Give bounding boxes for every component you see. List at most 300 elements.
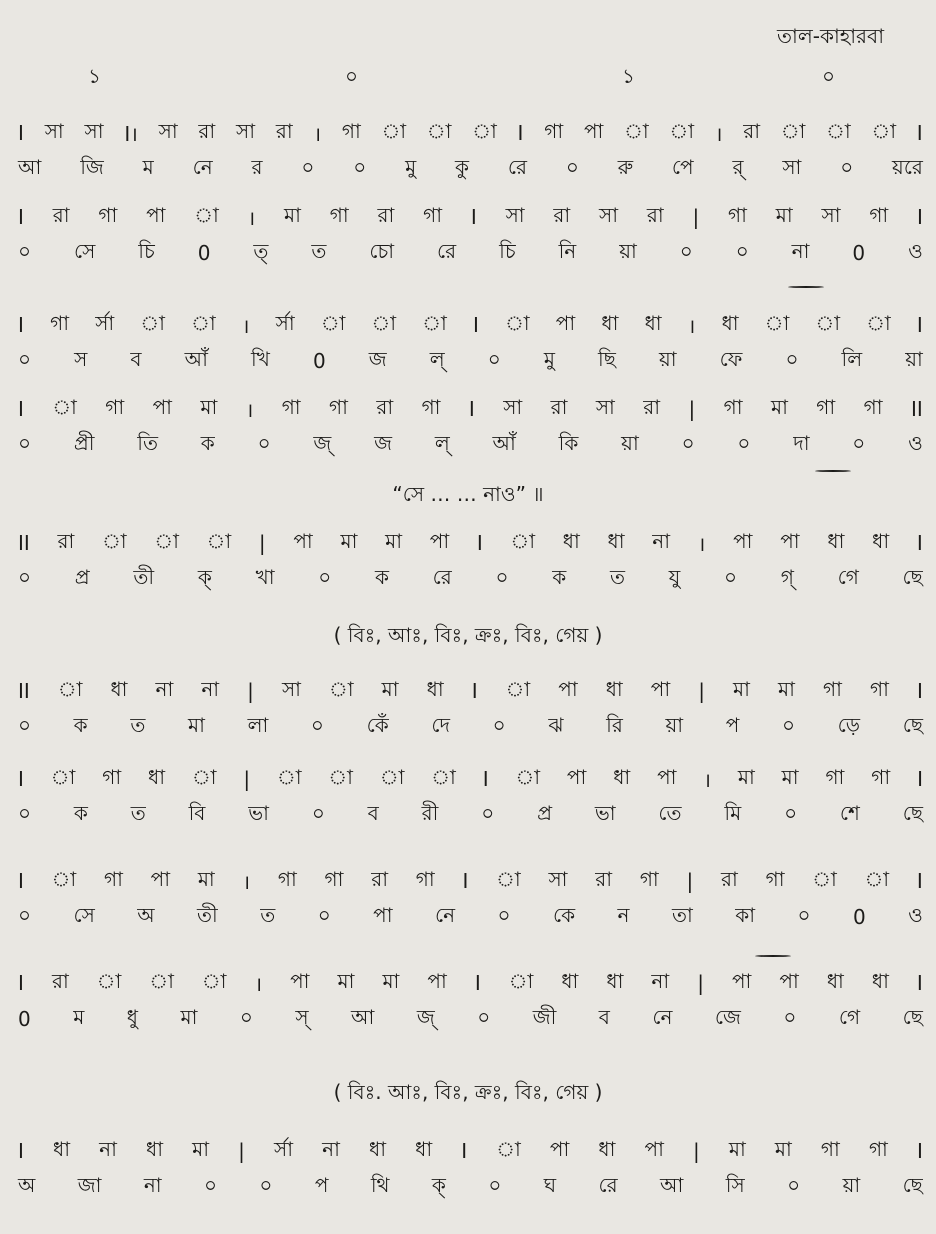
lyric-syllable: নে: [435, 902, 456, 927]
swar-token: া: [866, 310, 891, 335]
lyric-syllable: বি: [188, 800, 206, 825]
lyric-syllable: ০: [565, 154, 579, 179]
lyric-syllable: জি: [80, 154, 104, 179]
lyric-syllable: ০: [18, 346, 32, 371]
swar-token: I: [517, 121, 524, 145]
swar-token: া: [191, 310, 216, 335]
lyric-syllable: ০: [310, 712, 324, 737]
swar-token: ।: [687, 313, 696, 338]
swar-token: না: [99, 1136, 117, 1161]
swar-token: I: [917, 205, 923, 229]
lyric-syllable: ০: [737, 430, 751, 455]
lyric-syllable: জ: [374, 430, 393, 455]
lyric-syllable: মু: [405, 154, 417, 179]
swar-token: া: [371, 310, 397, 335]
lyric-syllable: ০: [783, 1004, 797, 1029]
swar-token: ধা: [598, 1136, 616, 1161]
swar-token: গা: [277, 866, 297, 891]
lyric-syllable: রে: [507, 154, 528, 179]
lyric-syllable: ব: [367, 800, 379, 825]
swar-token: সা: [821, 202, 841, 227]
swar-token: পা: [566, 764, 587, 789]
lyric-syllable: ঝ: [548, 712, 564, 737]
swar-token: রা: [57, 528, 75, 553]
swar-token: |: [238, 1139, 245, 1163]
lyric-syllable: শে: [839, 800, 860, 825]
swar-token: পা: [150, 866, 171, 891]
swar-token: গা: [822, 676, 842, 701]
lyric-syllable: রী: [421, 800, 439, 825]
swar-token: পা: [780, 528, 800, 553]
swar-token: ধা: [110, 676, 128, 701]
swar-token: |: [688, 397, 696, 421]
lyric-syllable: ০: [18, 800, 32, 825]
swar-token: মা: [200, 394, 218, 419]
swar-token: গা: [423, 202, 443, 227]
lyric-syllable: ফে: [719, 346, 743, 371]
beat-marker-row: [0, 62, 936, 92]
lyric-syllable: মি: [724, 800, 742, 825]
swar-token: মা: [382, 968, 400, 993]
swar-token: রা: [646, 202, 664, 227]
lyric-syllable: জ: [368, 346, 387, 371]
swar-token: II: [18, 531, 30, 555]
lyric-syllable: গে: [838, 1004, 861, 1029]
swar-token: |: [698, 679, 705, 703]
lyric-syllable: দে: [431, 712, 450, 737]
lyric-syllable: য়া: [621, 430, 639, 455]
swar-token: া: [508, 968, 534, 993]
lyric-syllable: যু: [668, 564, 681, 589]
lyric-syllable: ম: [73, 1004, 85, 1029]
swar-token: ধা: [721, 310, 739, 335]
swar-token: গা: [723, 394, 743, 419]
lyric-syllable: লা: [247, 712, 269, 737]
swar-token: I: [916, 679, 923, 703]
swar-token: না: [652, 528, 671, 553]
lyric-syllable: আঁ: [492, 430, 516, 455]
swar-token: সা: [548, 866, 568, 891]
notation-row: [18, 676, 923, 742]
swar-token: মা: [781, 764, 799, 789]
swar-token: গা: [871, 764, 891, 789]
performance-note: ( বিঃ. আঃ, বিঃ, ক্রঃ, বিঃ, গেয় ): [333, 1080, 603, 1104]
beat-marker: ০: [345, 64, 359, 88]
swar-token: গা: [820, 1136, 840, 1161]
swar-token: রা: [643, 394, 661, 419]
swar-token: ধা: [561, 968, 579, 993]
swar-token: I: [916, 531, 923, 555]
lyric-syllable: ত: [130, 712, 146, 737]
swar-token: ধা: [826, 968, 844, 993]
swar-line: [18, 1136, 923, 1166]
lyric-syllable: আ: [18, 154, 42, 179]
swar-token: া: [764, 310, 790, 335]
swar-token: |: [258, 531, 266, 555]
swar-token: া: [328, 764, 353, 789]
lyric-syllable: ০: [492, 712, 506, 737]
lyric-syllable: চি: [499, 238, 516, 263]
notation-row: [18, 310, 923, 376]
lyric-syllable: ০: [318, 564, 332, 589]
swar-token: পা: [429, 528, 450, 553]
swar-token: ধা: [146, 1136, 164, 1161]
lyric-syllable: লি: [841, 346, 863, 371]
swar-token: সা: [599, 202, 619, 227]
slur-mark: [815, 470, 851, 472]
swar-token: রা: [376, 394, 394, 419]
notation-row: [18, 764, 923, 830]
lyric-line: [18, 430, 923, 460]
swar-token: র্সা: [274, 1136, 294, 1161]
lyric-syllable: রে: [598, 1172, 618, 1197]
lyric-syllable: পে: [671, 154, 694, 179]
lyric-syllable: ক: [200, 430, 215, 455]
swar-line: [18, 764, 923, 794]
lyric-syllable: আ: [351, 1004, 375, 1029]
swar-token: া: [329, 676, 354, 701]
swar-token: া: [140, 310, 165, 335]
lyric-syllable: ০: [18, 564, 32, 589]
lyric-syllable: তী: [197, 902, 218, 927]
swar-token: গা: [728, 202, 747, 227]
lyric-syllable: স্: [295, 1004, 309, 1029]
lyric-syllable: ০: [797, 902, 811, 927]
swar-token: I: [916, 121, 923, 145]
lyric-syllable: ০: [239, 1004, 253, 1029]
swar-token: া: [426, 118, 452, 143]
swar-token: ধা: [613, 764, 631, 789]
performance-note: ( বিঃ, আঃ, বিঃ, ক্রঃ, বিঃ, গেয় ): [333, 623, 603, 647]
swar-token: রা: [371, 866, 389, 891]
lyric-line: [18, 1004, 923, 1034]
swar-line: [18, 202, 923, 232]
lyric-syllable: ক্: [197, 564, 212, 589]
swar-token: ধা: [415, 1136, 433, 1161]
swar-token: I: [18, 313, 24, 337]
swar-token: পা: [650, 676, 671, 701]
swar-token: I: [482, 767, 489, 791]
taal-heading: তাল-কাহারবা: [777, 24, 884, 48]
swar-token: সা: [281, 676, 301, 701]
lyric-syllable: ০: [18, 430, 32, 455]
swar-token: |: [693, 1139, 700, 1163]
swar-token: সা: [158, 118, 178, 143]
lyric-syllable: ০: [787, 1172, 801, 1197]
lyric-syllable: ত: [311, 238, 327, 263]
swar-token: রা: [553, 202, 571, 227]
lyric-syllable: কু: [455, 154, 470, 179]
lyric-syllable: মা: [188, 712, 205, 737]
swar-token: ধা: [872, 528, 890, 553]
lyric-syllable: য়া: [658, 346, 677, 371]
swar-token: মা: [381, 676, 399, 701]
lyric-syllable: তী: [133, 564, 155, 589]
lyric-syllable: জী: [532, 1004, 557, 1029]
swar-token: মা: [385, 528, 403, 553]
swar-token: I: [916, 869, 923, 893]
swar-token: ধা: [426, 676, 444, 701]
lyric-syllable: ০: [317, 902, 331, 927]
swar-line: [18, 866, 923, 896]
lyric-syllable: 0: [312, 349, 326, 373]
lyric-syllable: ০: [840, 154, 854, 179]
beat-marker: ০: [822, 64, 836, 88]
swar-token: পা: [644, 1136, 664, 1161]
swar-token: ।: [242, 869, 251, 894]
swar-token: না: [651, 968, 670, 993]
swar-token: গা: [869, 202, 889, 227]
swar-token: I: [18, 121, 24, 145]
lyric-syllable: ক্: [431, 1172, 446, 1197]
swar-token: মা: [778, 676, 795, 701]
lyric-syllable: ০: [301, 154, 315, 179]
lyric-syllable: ০: [735, 238, 749, 263]
swar-token: ।: [247, 205, 256, 230]
swar-token: া: [871, 118, 896, 143]
notation-row: [18, 118, 923, 184]
swar-token: ।: [714, 121, 723, 146]
lyric-syllable: ত্: [253, 238, 269, 263]
swar-token: রা: [743, 118, 761, 143]
lyric-syllable: ভা: [594, 800, 616, 825]
swar-token: I: [916, 971, 923, 995]
swar-token: ।: [697, 531, 706, 556]
swar-token: পা: [146, 202, 166, 227]
lyric-syllable: না: [143, 1172, 162, 1197]
swar-token: পা: [583, 118, 604, 143]
lyric-syllable: কে: [552, 902, 576, 927]
swar-token: া: [826, 118, 851, 143]
lyric-line: [18, 346, 923, 376]
lyric-syllable: ও: [908, 902, 923, 927]
lyric-syllable: রি: [606, 712, 623, 737]
lyric-syllable: জ্: [416, 1004, 435, 1029]
lyric-syllable: ন: [617, 902, 630, 927]
swar-token: গা: [103, 866, 123, 891]
lyric-syllable: চো: [369, 238, 395, 263]
swar-token: গা: [816, 394, 836, 419]
swar-token: া: [57, 676, 83, 701]
swar-token: I: [916, 1139, 923, 1163]
lyric-syllable: ছে: [902, 564, 923, 589]
lyric-syllable: ল্: [434, 430, 450, 455]
lyric-syllable: য়া: [619, 238, 637, 263]
lyric-syllable: য়া: [665, 712, 684, 737]
swar-token: া: [624, 118, 649, 143]
swar-token: ধা: [606, 968, 624, 993]
swar-token: না: [155, 676, 174, 701]
swar-token: র্সা: [95, 310, 115, 335]
swar-token: I: [476, 531, 483, 555]
swar-token: া: [379, 764, 405, 789]
notation-row: [18, 528, 923, 594]
lyric-syllable: ০: [259, 1172, 273, 1197]
lyric-syllable: ও: [908, 430, 923, 455]
swar-token: রা: [51, 968, 69, 993]
swar-line: [18, 310, 923, 340]
lyric-syllable: ক: [552, 564, 567, 589]
swar-token: I: [18, 205, 24, 229]
swar-token: া: [505, 676, 531, 701]
swar-token: ধা: [368, 1136, 386, 1161]
swar-token: পা: [731, 968, 752, 993]
lyric-syllable: না: [791, 238, 810, 263]
swar-token: মা: [774, 1136, 792, 1161]
lyric-syllable: রু: [617, 154, 634, 179]
swar-token: সা: [236, 118, 256, 143]
swar-token: গা: [324, 866, 344, 891]
notation-row: [18, 968, 923, 1034]
swar-token: I: [470, 205, 477, 229]
lyric-syllable: ০: [204, 1172, 218, 1197]
lyric-syllable: কা: [735, 902, 756, 927]
swar-token: রা: [52, 202, 70, 227]
lyric-syllable: মু: [543, 346, 555, 371]
slur-mark: [755, 955, 791, 957]
lyric-syllable: ব: [598, 1004, 610, 1029]
swar-token: সা: [505, 202, 525, 227]
swar-token: গা: [863, 394, 883, 419]
lyric-line: [18, 1172, 923, 1202]
lyric-syllable: ছে: [902, 800, 923, 825]
swar-token: গা: [102, 764, 122, 789]
swar-token: া: [472, 118, 497, 143]
swar-token: গা: [329, 394, 348, 419]
lyric-syllable: প: [725, 712, 740, 737]
swar-token: া: [50, 764, 76, 789]
lyric-syllable: সা: [782, 154, 802, 179]
notation-row: [18, 202, 923, 268]
swar-token: সা: [503, 394, 523, 419]
lyric-syllable: ক: [73, 800, 88, 825]
lyric-syllable: ক: [374, 564, 389, 589]
lyric-syllable: ছে: [902, 1004, 923, 1029]
swar-token: না: [201, 676, 220, 701]
lyric-syllable: নে: [652, 1004, 673, 1029]
lyric-syllable: মা: [180, 1004, 198, 1029]
swar-token: পা: [293, 528, 313, 553]
swar-token: গা: [421, 394, 441, 419]
beat-marker: ১: [88, 64, 101, 88]
swar-token: ধা: [871, 968, 889, 993]
swar-token: ধা: [607, 528, 625, 553]
lyric-syllable: তে: [658, 800, 682, 825]
swar-token: পা: [427, 968, 447, 993]
swar-token: মা: [728, 1136, 746, 1161]
lyric-syllable: ধু: [126, 1004, 138, 1029]
swar-token: পা: [549, 1136, 570, 1161]
swar-token: ।: [313, 121, 322, 146]
lyric-syllable: ০: [781, 712, 795, 737]
lyric-syllable: রে: [437, 238, 457, 263]
lyric-syllable: ০: [785, 346, 799, 371]
lyric-syllable: য়া: [905, 346, 923, 371]
slur-mark: [788, 286, 824, 288]
swar-token: া: [194, 202, 219, 227]
swar-token: গা: [825, 764, 845, 789]
lyric-syllable: কেঁ: [366, 712, 389, 737]
lyric-syllable: 0: [852, 905, 866, 929]
swar-token: সা: [44, 118, 64, 143]
swar-token: রা: [377, 202, 395, 227]
lyric-syllable: গ্: [780, 564, 794, 589]
lyric-syllable: প্রী: [73, 430, 95, 455]
swar-token: া: [52, 394, 77, 419]
notation-row: [18, 394, 923, 460]
lyric-syllable: ০: [353, 154, 367, 179]
swar-token: গা: [765, 866, 785, 891]
swar-token: া: [669, 118, 695, 143]
swar-token: মা: [733, 676, 750, 701]
lyric-line: [18, 902, 923, 932]
swar-token: I: [461, 1139, 468, 1163]
lyric-syllable: ০: [481, 800, 495, 825]
lyric-line: [18, 154, 923, 184]
lyric-syllable: ব: [130, 346, 142, 371]
swar-token: I: [18, 1139, 24, 1163]
swar-token: া: [320, 310, 346, 335]
lyric-syllable: পা: [373, 902, 393, 927]
swar-token: পা: [733, 528, 753, 553]
lyric-syllable: আঁ: [184, 346, 208, 371]
lyric-syllable: সে: [73, 902, 95, 927]
swar-token: া: [381, 118, 407, 143]
swar-token: ধা: [562, 528, 580, 553]
swar-token: গা: [98, 202, 118, 227]
swar-token: পা: [657, 764, 677, 789]
lyric-syllable: অ: [18, 1172, 36, 1197]
swar-token: পা: [152, 394, 172, 419]
lyric-syllable: ছি: [598, 346, 616, 371]
swar-token: I।: [124, 121, 138, 146]
swar-token: া: [422, 310, 447, 335]
swar-token: ধা: [605, 676, 623, 701]
swar-token: ।: [703, 767, 711, 792]
swar-line: [18, 968, 923, 998]
swar-token: মা: [770, 394, 788, 419]
swar-token: গা: [341, 118, 361, 143]
swar-token: I: [472, 313, 479, 337]
lyric-syllable: দা: [793, 430, 810, 455]
swar-line: [18, 118, 923, 148]
swar-token: গা: [329, 202, 349, 227]
lyric-syllable: ০: [852, 430, 866, 455]
lyric-syllable: অ: [137, 902, 155, 927]
swar-token: ।: [241, 313, 250, 338]
swar-token: II: [18, 679, 30, 703]
lyric-syllable: র্: [732, 154, 744, 179]
swar-token: া: [51, 866, 77, 891]
swar-token: গা: [639, 866, 659, 891]
swar-token: া: [191, 764, 217, 789]
swar-line: [18, 394, 923, 424]
lyric-syllable: ছে: [902, 712, 923, 737]
lyric-syllable: ল্: [429, 346, 445, 371]
swar-token: া: [277, 764, 302, 789]
lyric-syllable: ক: [73, 712, 88, 737]
swar-token: I: [18, 397, 24, 421]
swar-token: রা: [595, 866, 613, 891]
swar-token: I: [468, 397, 475, 421]
swar-token: া: [780, 118, 806, 143]
lyric-syllable: ত: [609, 564, 625, 589]
notation-row: [18, 866, 923, 932]
lyric-line: [18, 564, 923, 594]
swar-token: র্সা: [275, 310, 295, 335]
refrain-note: “সে … … নাও” ॥: [392, 482, 544, 506]
swar-token: ধা: [53, 1136, 71, 1161]
